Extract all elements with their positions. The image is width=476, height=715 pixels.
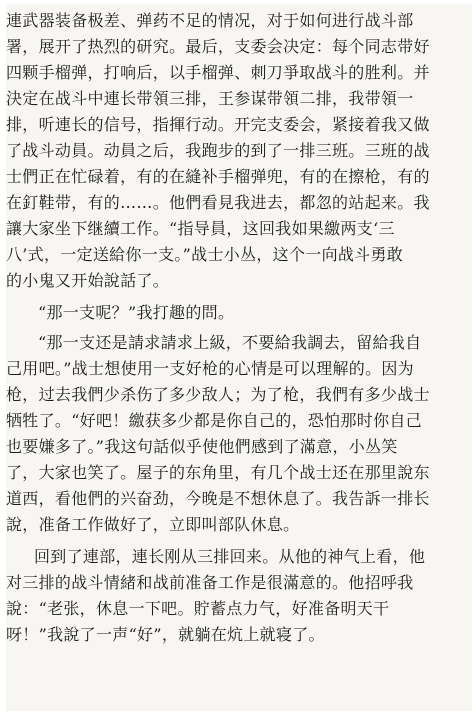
- text-line: 士們正在忙碌着，有的在縫补手榴弹兜，有的在擦枪，有的: [6, 167, 430, 186]
- text-line: 的小鬼又开始說話了。: [6, 271, 170, 290]
- text-line: 排，听連长的信号，指揮行动。开完支委会，紧接着我又做: [6, 115, 430, 134]
- text-line: 呀！”我說了一声“好”，就躺在炕上就寝了。: [6, 625, 325, 644]
- text-line: 了战斗动員。动員之后，我跑步的到了一排三班。三班的战: [6, 141, 430, 160]
- text-line: 对三排的战斗情緒和战前准备工作是很滿意的。他招呼我: [6, 573, 414, 592]
- text-line: 四颗手榴弹，打响后，以手榴弹、刺刀爭取战斗的胜利。并: [6, 63, 430, 82]
- text-line: 了，大家也笑了。屋子的东角里，有几个战士还在那里說东: [6, 463, 430, 482]
- paragraph-start: “那一支呢？”我打趣的問。: [38, 303, 235, 322]
- text-line: 牺牲了。“好吧！繳获多少都是你自己的，恐怕那时你自己: [6, 411, 422, 430]
- text-line: 連武器装备极差、弹药不足的情况，对于如何进行战斗部: [6, 11, 414, 30]
- text-line: 在釘鞋带，有的……。他們看見我进去，都忽的站起来。我: [6, 193, 430, 212]
- document-page: [6, 4, 472, 711]
- text-line: 也要嫌多了。”我这句話似乎使他們感到了滿意，小丛笑: [6, 437, 398, 456]
- text-line: 署，展开了热烈的研究。最后，支委会决定：每个同志带好: [6, 37, 430, 56]
- text-line: 枪，过去我們少杀伤了多少敌人；为了枪，我們有多少战士: [6, 385, 430, 404]
- text-line: 說：“老张，休息一下吧。貯蓄点力气，好准备明天干: [6, 599, 390, 618]
- text-line: 讓大家坐下继續工作。“指导員，这回我如果繳两支‘三: [6, 219, 395, 238]
- text-line: 道西，看他們的兴奋劲，今晚是不想休息了。我告訴一排长: [6, 489, 430, 508]
- paragraph-start: “那一支还是請求請求上級，不要給我調去，留給我自: [38, 333, 422, 352]
- text-line: 己用吧。”战士想使用一支好枪的心情是可以理解的。因为: [6, 359, 414, 378]
- paragraph-start: 回到了連部，連长刚从三排回来。从他的神气上看，他: [34, 547, 426, 566]
- text-line: 說，准备工作做好了，立即叫部队休息。: [6, 515, 300, 534]
- text-line: 決定在战斗中連长带領三排，王参谋带領二排，我带領一: [6, 89, 414, 108]
- text-line: 八’式，一定送給你一支。”战士小丛，这个一向战斗勇敢: [6, 245, 404, 264]
